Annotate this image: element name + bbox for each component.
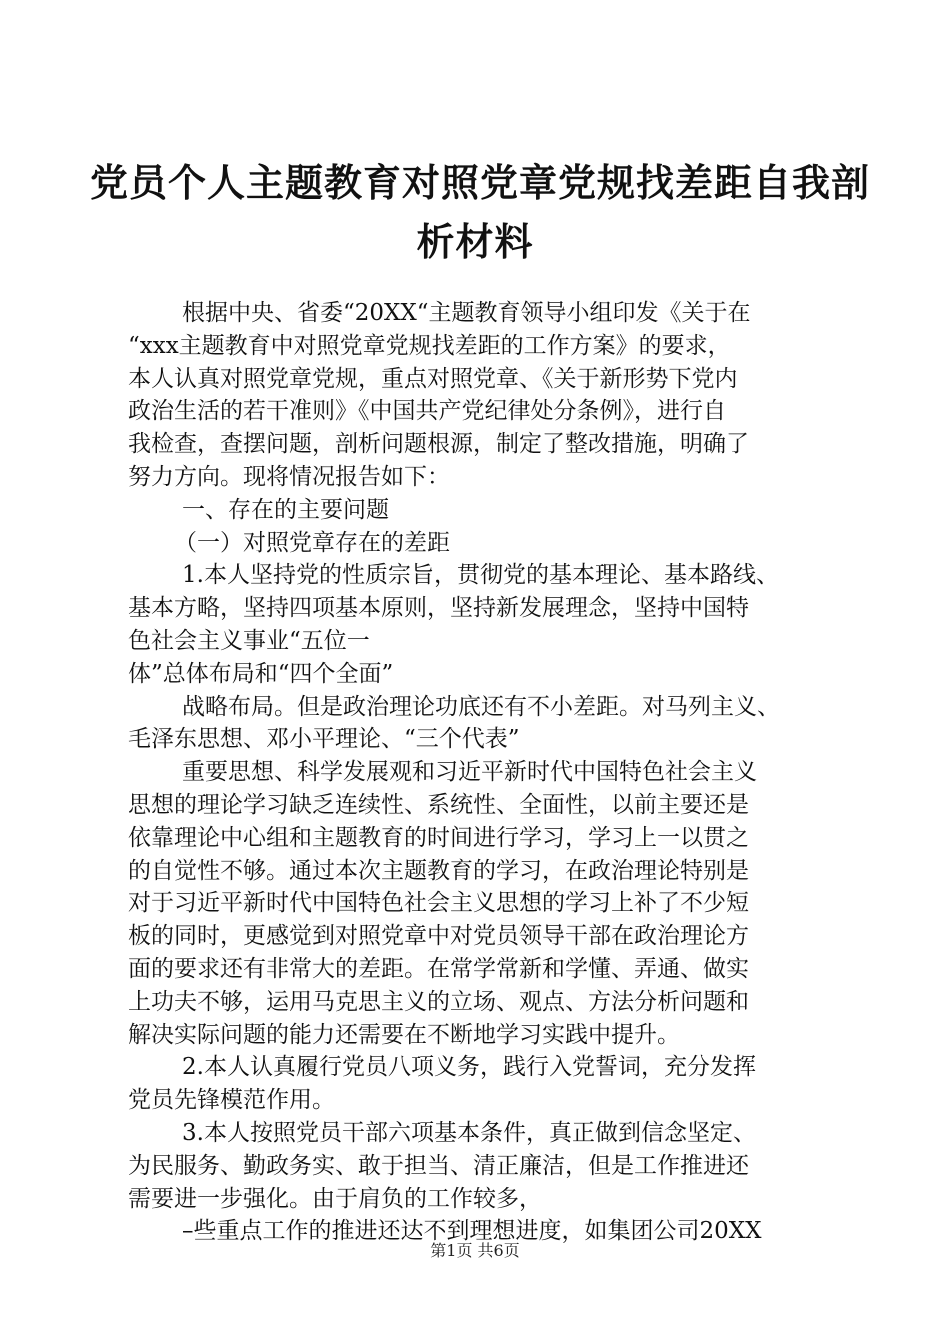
paragraph-line: 努力方向。现将情况报告如下： [128,463,450,490]
paragraph-line: 板的同时，更感觉到对照党章中对党员领导干部在政治理论方 [128,923,749,950]
paragraph-line: 对于习近平新时代中国特色社会主义思想的学习上补了不少短 [128,890,749,917]
paragraph-line: 解决实际问题的能力还需要在不断地学习实践中提升。 [128,1021,680,1048]
paragraph-line: 为民服务、勤政务实、敢于担当、清正廉洁，但是工作推进还 [128,1152,749,1179]
paragraph-line: 党员先锋模范作用。 [128,1087,335,1114]
paragraph-line: 色社会主义事业“五位一 [128,627,370,654]
paragraph-line: 2.本人认真履行党员八项义务，践行入党誓词，充分发挥 [182,1054,756,1081]
section-heading: 一、存在的主要问题 [182,496,389,523]
paragraph-line: 根据中央、省委“20XX“主题教育领导小组印发《关于在 [182,300,751,326]
subsection-heading: （一）对照党章存在的差距 [174,529,450,556]
paragraph-line: 面的要求还有非常大的差距。在常学常新和学懂、弄通、做实 [128,955,749,982]
document-title-line-1: 党员个人主题教育对照党章党规找差距自我剖 [90,161,871,205]
paragraph-line: 毛泽东思想、邓小平理论、“三个代表” [128,726,520,753]
paragraph-line: 重要思想、科学发展观和习近平新时代中国特色社会主义 [182,759,757,786]
paragraph-line: 体”总体布局和“四个全面” [128,660,394,687]
paragraph-line: 我检查，查摆问题，剖析问题根源，制定了整改措施，明确了 [128,431,749,458]
page-number-footer: 第1页 共6页 [430,1241,520,1260]
paragraph-line: 战略布局。但是政治理论功底还有不小差距。对马列主义、 [182,693,780,720]
paragraph-line: 基本方略，坚持四项基本原则，坚持新发展理念，坚持中国特 [128,595,749,622]
paragraph-line: 上功夫不够，运用马克思主义的立场、观点、方法分析问题和 [128,988,749,1015]
paragraph-line: –些重点工作的推进还达不到理想进度，如集团公司20XX [182,1218,762,1245]
paragraph-line: 3.本人按照党员干部六项基本条件，真正做到信念坚定、 [182,1119,756,1146]
paragraph-line: 政治生活的若干准则》《中国共产党纪律处分条例》，进行自 [128,398,726,425]
paragraph-line: 需要进一步强化。由于肩负的工作较多， [128,1185,542,1212]
document-title-line-2: 析材料 [416,220,534,264]
paragraph-line: 的自觉性不够。通过本次主题教育的学习，在政治理论特别是 [128,857,749,884]
paragraph-line: “xxx主题教育中对照党章党规找差距的工作方案》的要求， [128,332,731,359]
paragraph-line: 思想的理论学习缺乏连续性、系统性、全面性，以前主要还是 [128,791,749,818]
paragraph-line: 本人认真对照党章党规，重点对照党章、《关于新形势下党内 [128,365,738,392]
paragraph-line: 1.本人坚持党的性质宗旨，贯彻党的基本理论、基本路线、 [182,562,779,589]
document-body [128,297,848,1248]
paragraph-line: 依靠理论中心组和主题教育的时间进行学习，学习上一以贯之 [128,824,749,851]
